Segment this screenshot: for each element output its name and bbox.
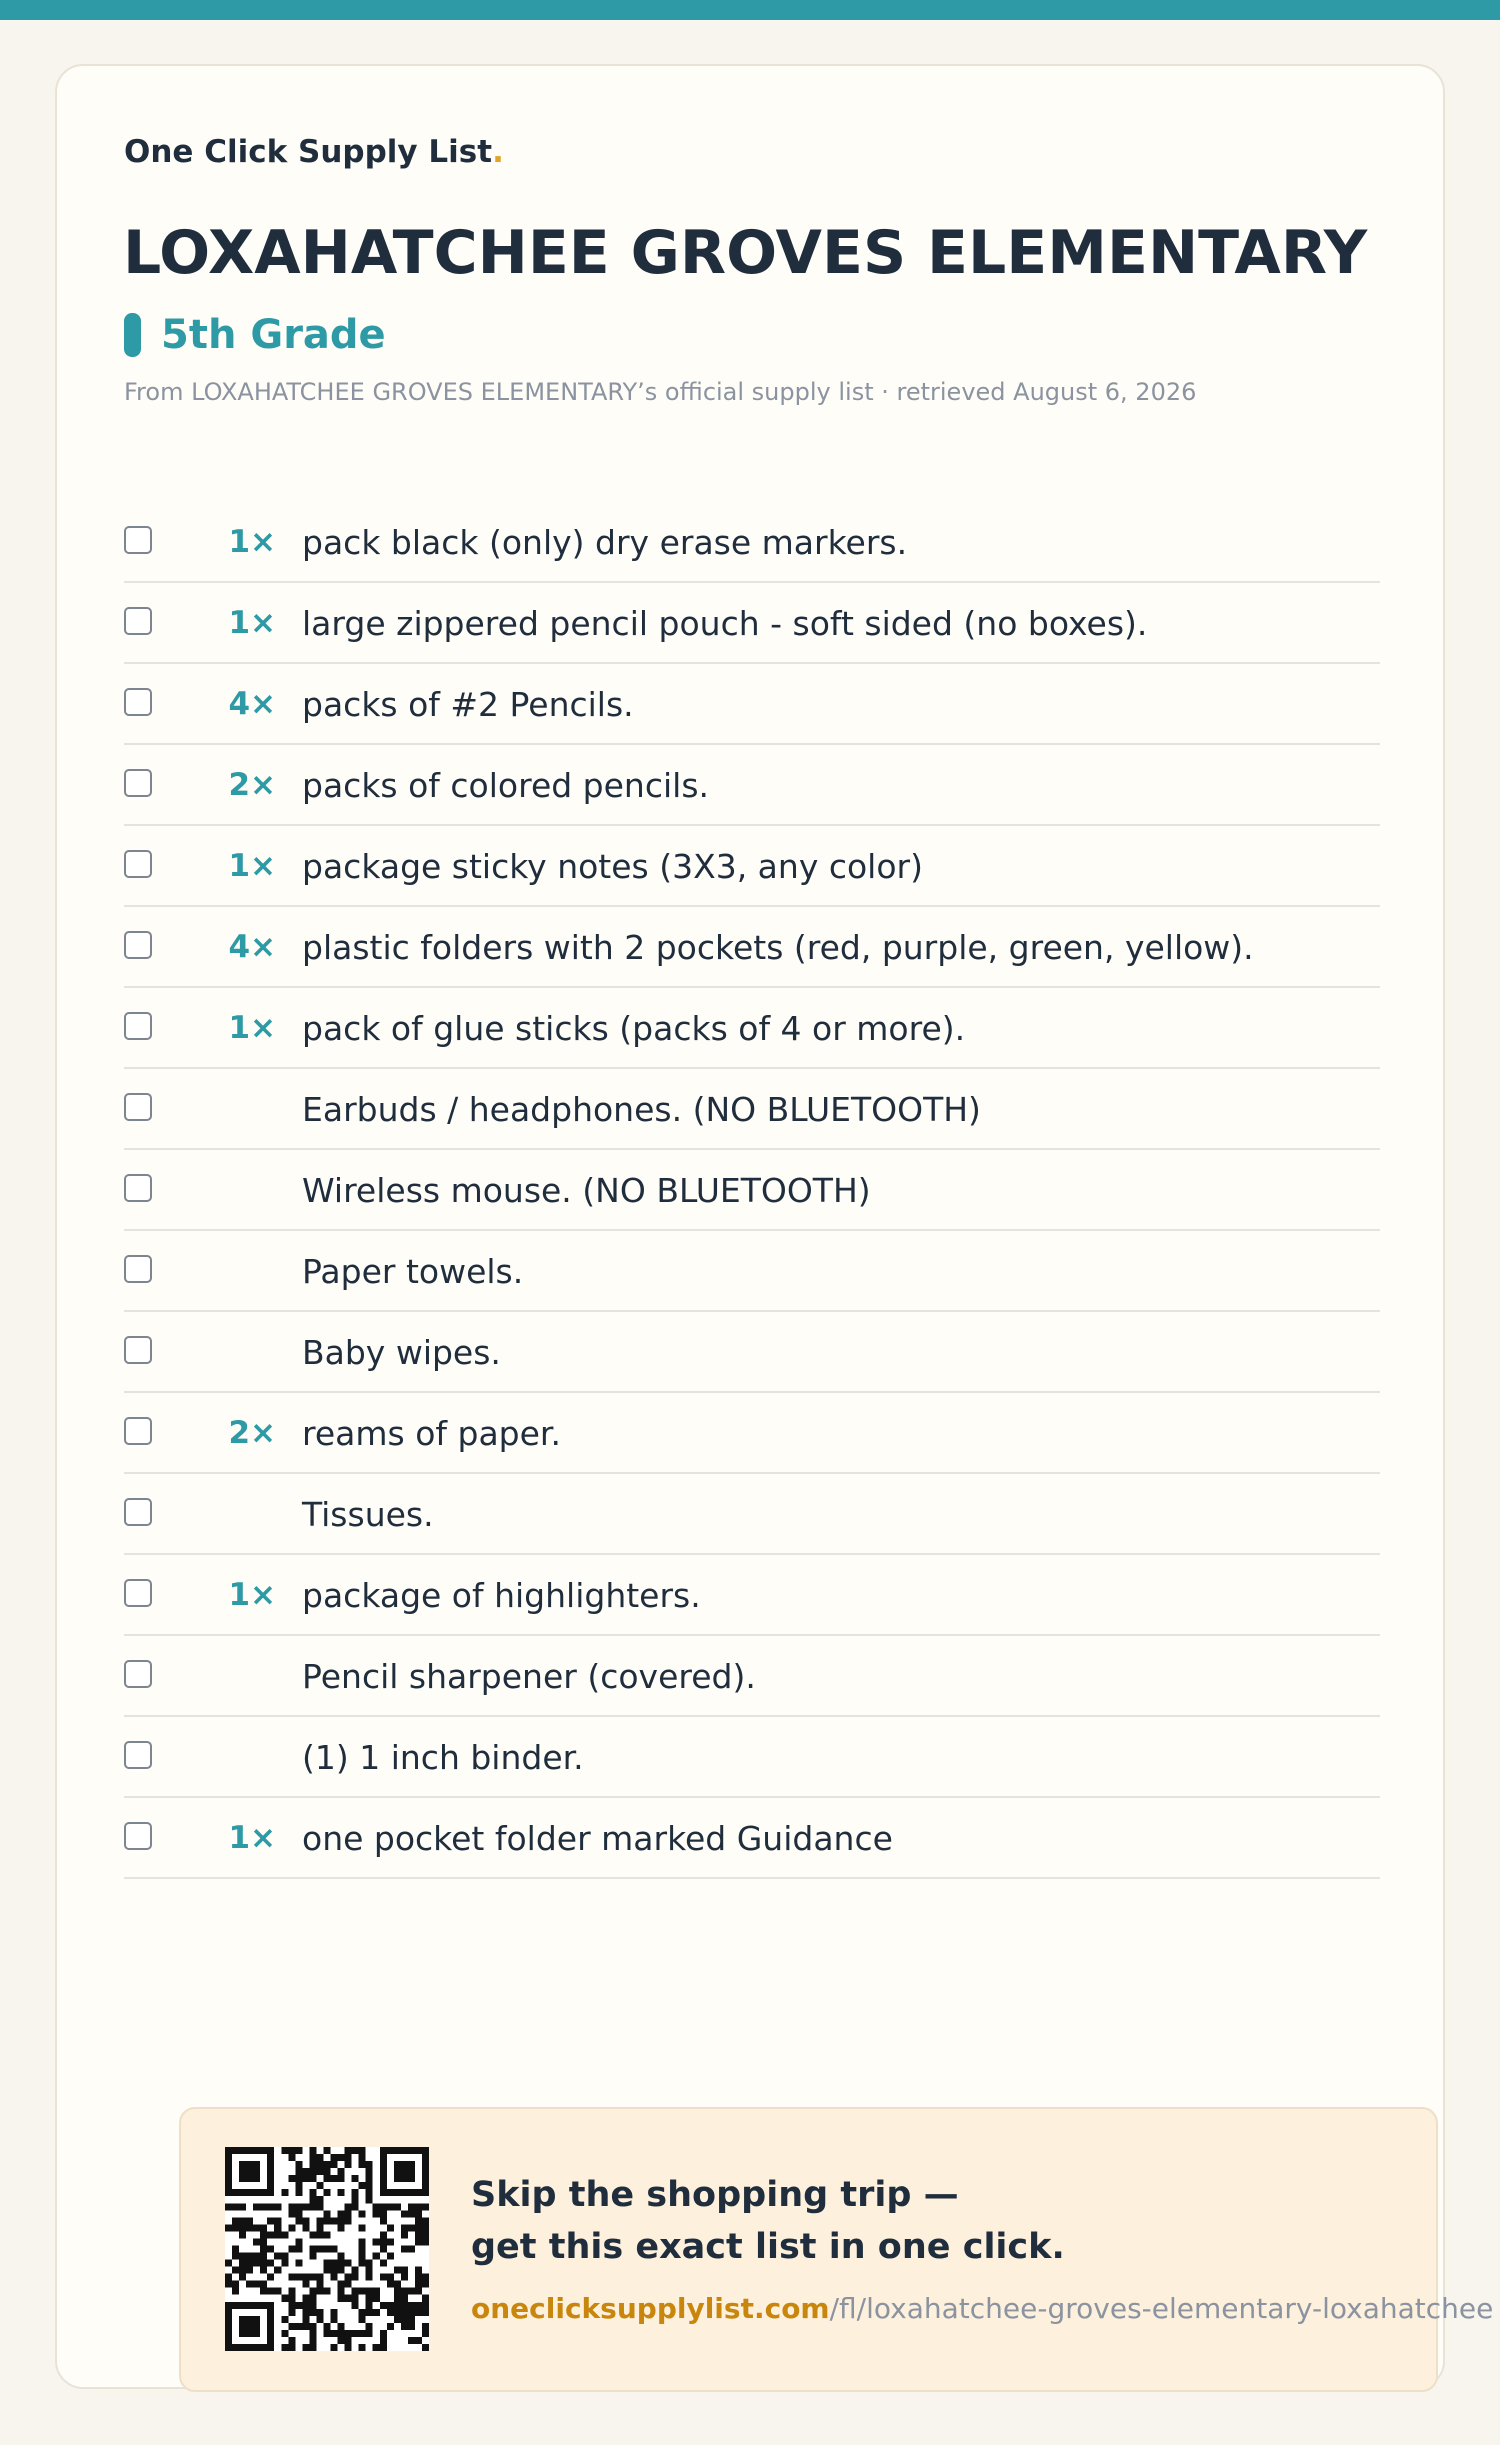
list-item [124, 1312, 1380, 1393]
item-checkbox[interactable] [124, 526, 152, 554]
promo-line-1: Skip the shopping trip — [471, 2175, 959, 2215]
item-text: packs of colored pencils. [302, 766, 710, 805]
promo-line-2: get this exact list in one click. [471, 2227, 1065, 2267]
brand-dot: . [492, 134, 504, 170]
list-item [124, 1555, 1380, 1636]
item-checkbox[interactable] [124, 1417, 152, 1445]
list-item [124, 988, 1380, 1069]
school-title: LOXAHATCHEE GROVES ELEMENTARY [123, 218, 1368, 288]
item-checkbox[interactable] [124, 1498, 152, 1526]
supply-list-card [55, 64, 1494, 2389]
list-item [124, 907, 1380, 988]
item-checkbox[interactable] [124, 931, 152, 959]
grade-marker [124, 313, 141, 357]
item-checkbox[interactable] [124, 607, 152, 635]
supply-list [124, 502, 1380, 1879]
item-quantity: 2× [228, 1415, 276, 1451]
list-item [124, 1150, 1380, 1231]
item-checkbox[interactable] [124, 769, 152, 797]
item-text: package of highlighters. [302, 1576, 701, 1615]
url-path: /fl/loxahatchee-groves-elementary-loxahatchee [829, 2292, 1494, 2325]
item-checkbox[interactable] [124, 1741, 152, 1769]
item-quantity: 2× [228, 767, 276, 803]
item-quantity: 4× [228, 686, 276, 722]
item-text: pack of glue sticks (packs of 4 or more). [302, 1009, 966, 1048]
item-checkbox[interactable] [124, 1822, 152, 1850]
list-item [124, 502, 1380, 583]
list-item [124, 1231, 1380, 1312]
item-text: pack black (only) dry erase markers. [302, 523, 908, 562]
brand-logo[interactable] [124, 134, 504, 170]
list-item [124, 1474, 1380, 1555]
item-quantity: 4× [228, 929, 276, 965]
item-text: reams of paper. [302, 1414, 561, 1453]
item-checkbox[interactable] [124, 1579, 152, 1607]
list-item [124, 826, 1380, 907]
promo-headline [471, 2169, 1065, 2273]
item-text: package sticky notes (3X3, any color) [302, 847, 923, 886]
item-text: Wireless mouse. (NO BLUETOOTH) [302, 1171, 871, 1210]
list-item [124, 664, 1380, 745]
item-quantity: 1× [228, 1577, 276, 1613]
item-text: Paper towels. [302, 1252, 524, 1291]
item-quantity: 1× [228, 524, 276, 560]
item-text: packs of #2 Pencils. [302, 685, 634, 724]
promo-banner [179, 2107, 1494, 2392]
list-item [124, 1393, 1380, 1474]
list-item [124, 1717, 1380, 1798]
item-quantity: 1× [228, 1010, 276, 1046]
top-accent-bar [0, 0, 1500, 20]
item-text: (1) 1 inch binder. [302, 1738, 584, 1777]
item-text: Tissues. [302, 1495, 434, 1534]
item-checkbox[interactable] [124, 1012, 152, 1040]
item-checkbox[interactable] [124, 1255, 152, 1283]
list-item [124, 1636, 1380, 1717]
item-text: Baby wipes. [302, 1333, 501, 1372]
list-item [124, 745, 1380, 826]
item-quantity: 1× [228, 605, 276, 641]
promo-link[interactable] [471, 2292, 1493, 2325]
item-checkbox[interactable] [124, 1093, 152, 1121]
item-text: Earbuds / headphones. (NO BLUETOOTH) [302, 1090, 981, 1129]
item-text: large zippered pencil pouch - soft sided (no boxes). [302, 604, 1148, 643]
list-item [124, 1069, 1380, 1150]
grade-heading [124, 310, 386, 360]
item-quantity: 1× [228, 1820, 276, 1856]
list-item [124, 583, 1380, 664]
item-checkbox[interactable] [124, 850, 152, 878]
item-text: Pencil sharpener (covered). [302, 1657, 756, 1696]
item-quantity: 1× [228, 848, 276, 884]
item-checkbox[interactable] [124, 1336, 152, 1364]
list-item [124, 1798, 1380, 1879]
item-text: one pocket folder marked Guidance [302, 1819, 893, 1858]
qr-code[interactable] [225, 2147, 429, 2351]
item-checkbox[interactable] [124, 1174, 152, 1202]
source-note: From LOXAHATCHEE GROVES ELEMENTARY’s official supply list · retrieved August 6, 2026 [124, 378, 1197, 406]
grade-label: 5th Grade [161, 312, 386, 358]
item-checkbox[interactable] [124, 688, 152, 716]
item-checkbox[interactable] [124, 1660, 152, 1688]
item-text: plastic folders with 2 pockets (red, purple, green, yellow). [302, 928, 1254, 967]
brand-name: One Click Supply List [124, 134, 493, 170]
url-domain: oneclicksupplylist.com [471, 2292, 830, 2325]
